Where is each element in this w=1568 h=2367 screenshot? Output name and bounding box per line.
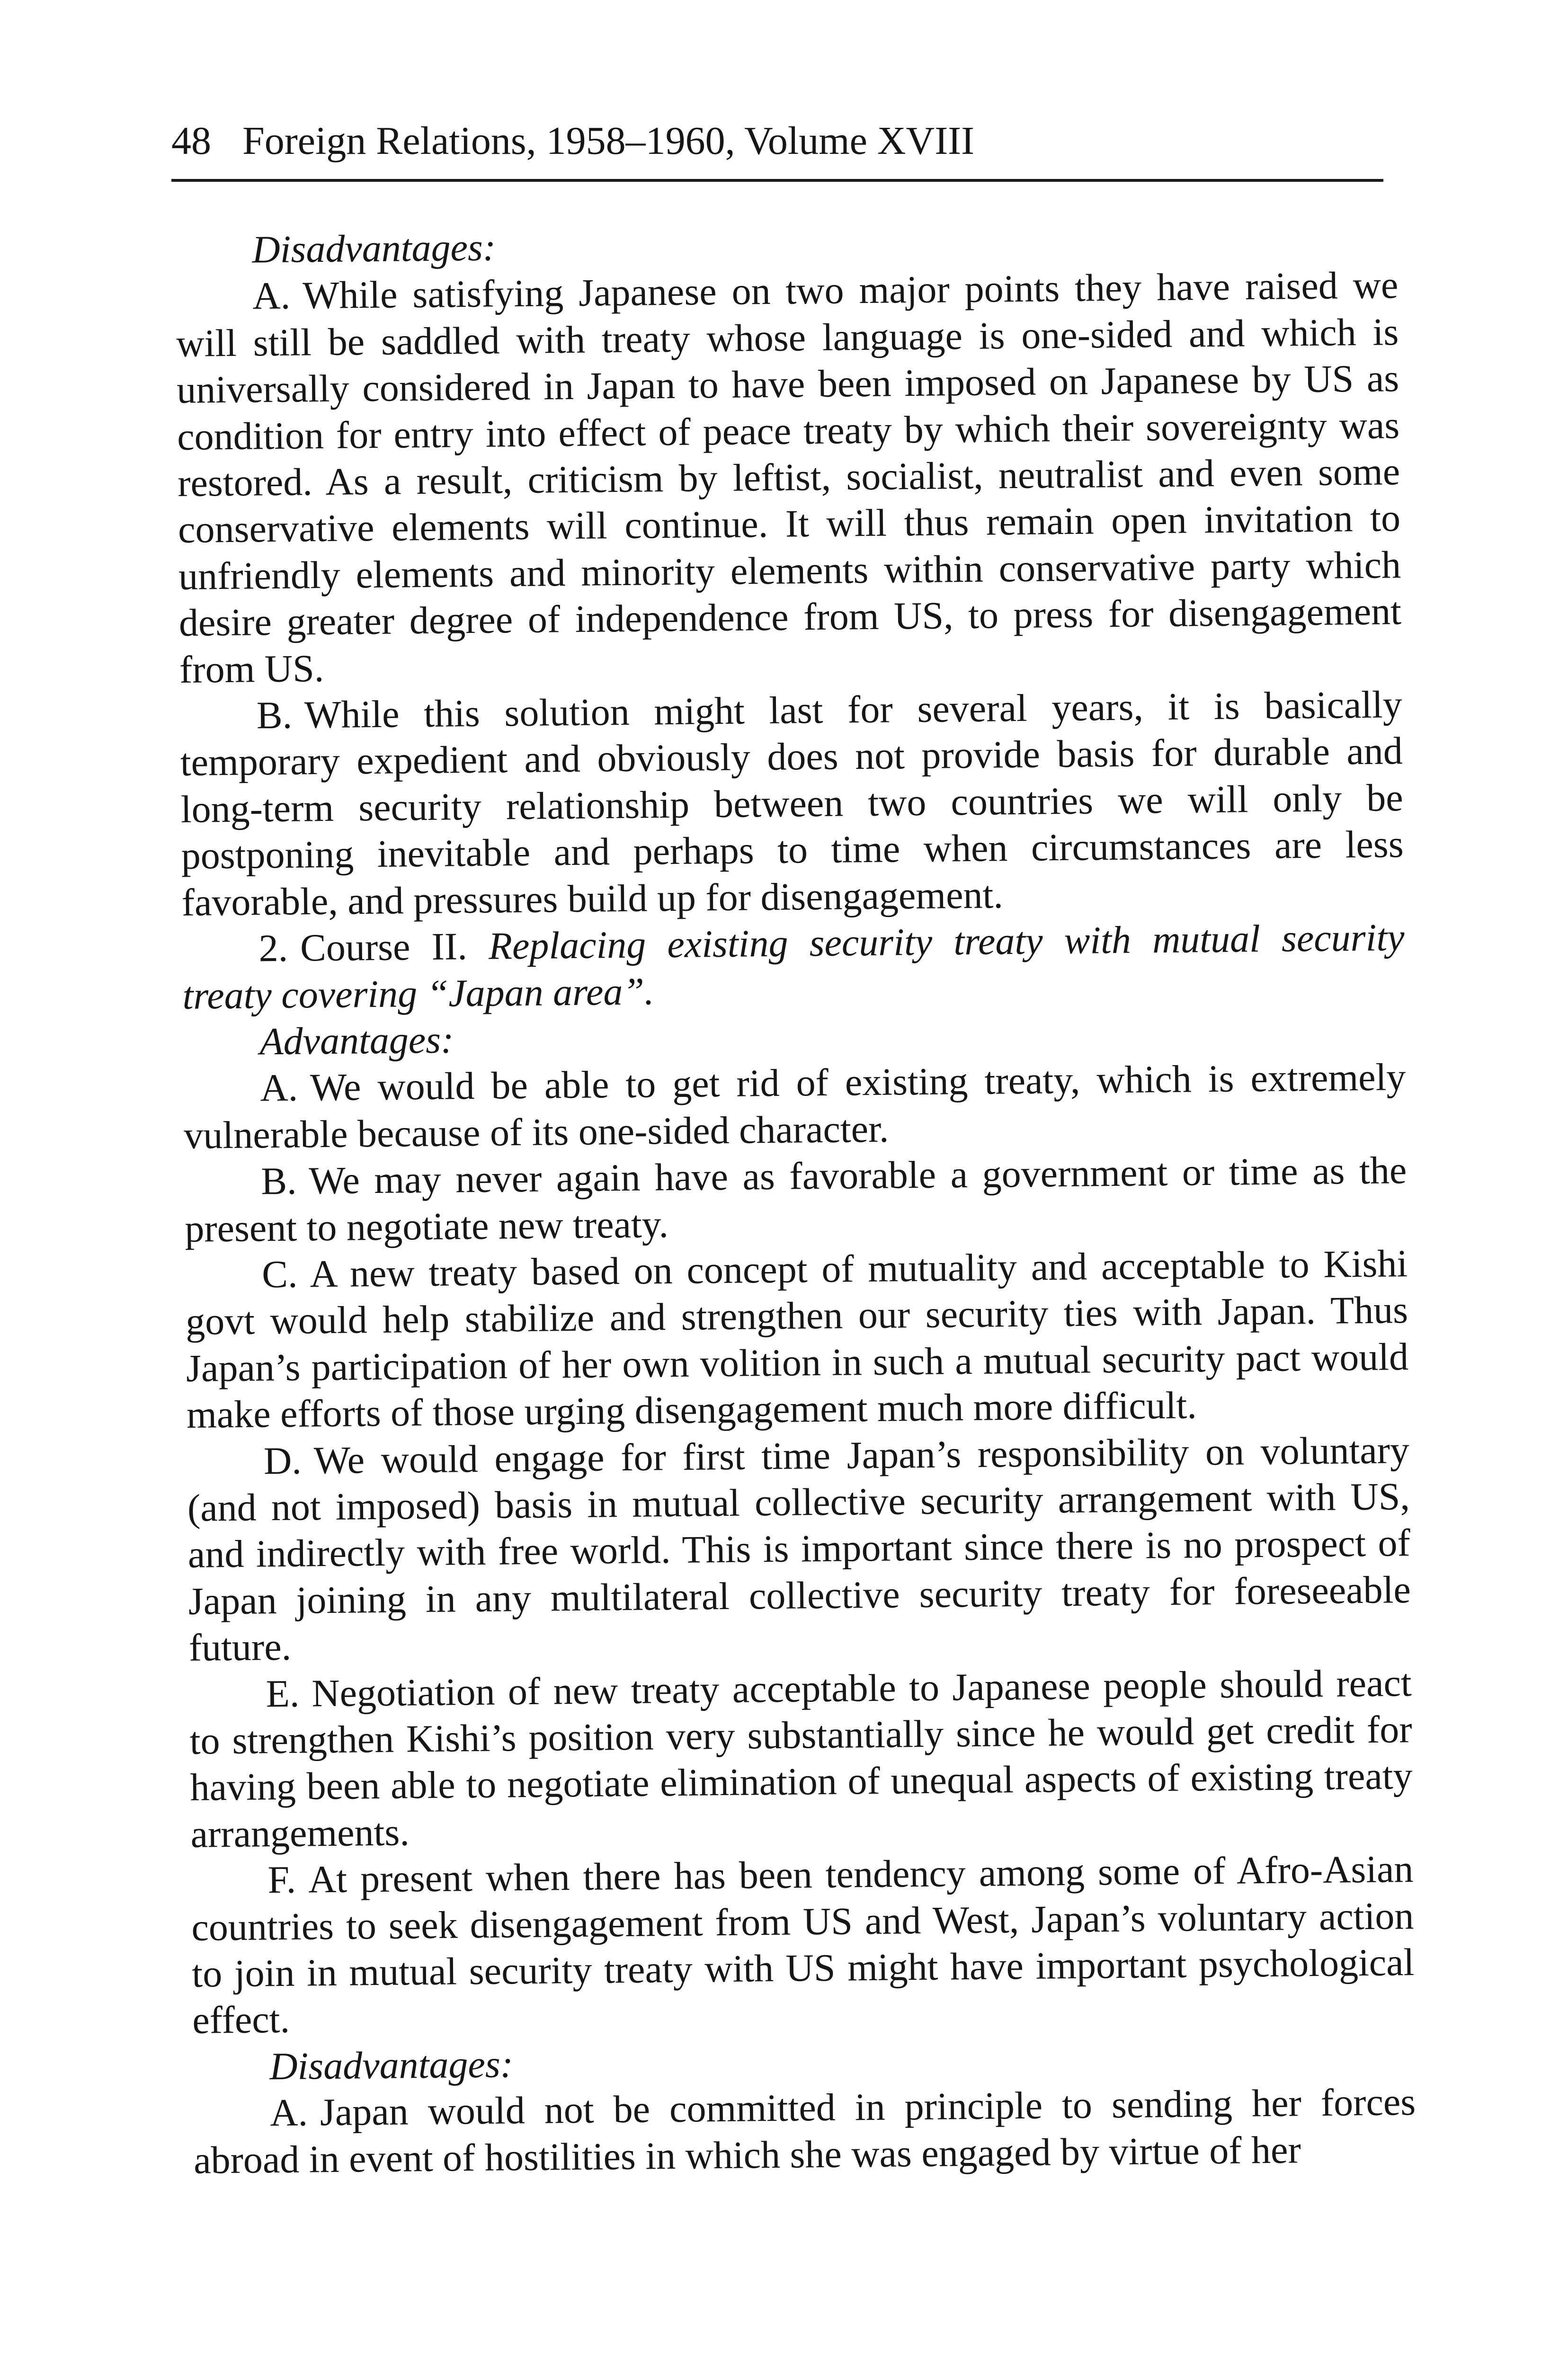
- paragraph-disadvantage-2a: [193, 2079, 1417, 2184]
- item-letter: A.: [252, 274, 291, 318]
- paragraph-advantage-b: [184, 1147, 1408, 1252]
- item-letter: A.: [269, 2091, 308, 2135]
- running-head-title: Foreign Relations, 1958–1960, Volume XVIII: [242, 119, 975, 163]
- advantages-heading: Advantages:: [259, 1018, 454, 1063]
- paragraph-text: While this solution might last for several years, it is basically temporary expedient and obviously does not provide basis for durable and long-term security relationship between two countries we will only be postponing inevitable and perhaps to time when circumstances are less favorable, and pressures build up for disengagement.: [180, 683, 1404, 924]
- paragraph-advantage-d: [187, 1427, 1412, 1672]
- paragraph-text: Japan would not be committed in principle to sending her forces abroad in event of hostilities in which she was engaged by virtue of her: [193, 2080, 1416, 2182]
- paragraph-text: We may never again have as favorable a government or time as the present to negotiate new treaty.: [184, 1148, 1407, 1250]
- item-letter: F.: [267, 1858, 296, 1902]
- item-letter: A.: [260, 1066, 298, 1110]
- paragraph-disadvantage-b: [179, 681, 1404, 926]
- course-number: 2.: [258, 926, 288, 970]
- item-letter: C.: [261, 1252, 298, 1296]
- item-letter: D.: [263, 1439, 302, 1482]
- body-text: [175, 215, 1417, 2184]
- paragraph-advantage-f: [191, 1846, 1415, 2044]
- paragraph-advantage-e: [189, 1660, 1413, 1858]
- paragraph-course-2: [182, 914, 1405, 1019]
- disadvantages-heading-course-2: Disadvantages:: [269, 2042, 514, 2088]
- item-letter: E.: [266, 1672, 300, 1715]
- paragraph-text: While satisfying Japanese on two major points they have raised we will still be saddled with treaty whose language is one-sided and which is universally considered in Japan to have been imposed on Japanese by US as condition for entry into effect of peace treaty by which their sovereignty was restored. As a result, criticism by leftist, socialist, neutralist and even some conservative elements will continue. It will thus remain open invitation to unfriendly elements and minority elements within conservative party which desire greater degree of independence from US, to press for disengagement from US.: [176, 263, 1402, 691]
- item-letter: B.: [260, 1159, 297, 1203]
- paragraph-text: A new treaty based on concept of mutuality and acceptable to Kishi govt would help stabilize and strengthen our security ties with Japan. Thus Japan’s participation of her own volition in such a mutual security pact would make efforts of those urging disengagement much more difficult.: [185, 1242, 1409, 1437]
- paragraph-text: We would engage for first time Japan’s responsibility on voluntary (and not imposed) basis in mutual collective security arrangement with US, and indirectly with free world. This is important since there is no prospect of Japan joining in any multilateral collective security treaty for foreseeable future.: [187, 1428, 1411, 1670]
- paragraph-text: At present when there has been tendency among some of Afro-Asian countries to seek disengagement from US and West, Japan’s voluntary action to join in mutual security treaty with US might have important psychological effect.: [191, 1847, 1415, 2042]
- paragraph-disadvantage-a: [176, 262, 1402, 693]
- paragraph-advantage-a: [183, 1054, 1407, 1159]
- disadvantages-heading: Disadvantages:: [252, 225, 496, 271]
- running-head: [171, 117, 1383, 182]
- paragraph-advantage-c: [185, 1240, 1409, 1438]
- page-number: 48: [171, 119, 211, 163]
- course-label: Course II.: [300, 925, 468, 970]
- course-title: Replacing existing security treaty with mutual security treaty covering “Japan area”.: [182, 916, 1405, 1017]
- item-letter: B.: [256, 693, 293, 737]
- paragraph-text: We would be able to get rid of existing treaty, which is extremely vulnerable because of its one-sided character.: [183, 1055, 1406, 1157]
- paragraph-text: Negotiation of new treaty acceptable to Japanese people should react to strengthen Kishi’s position very substantially since he would get credit for having been able to negotiate elimination of unequal aspects of existing treaty arrangements.: [189, 1661, 1413, 1856]
